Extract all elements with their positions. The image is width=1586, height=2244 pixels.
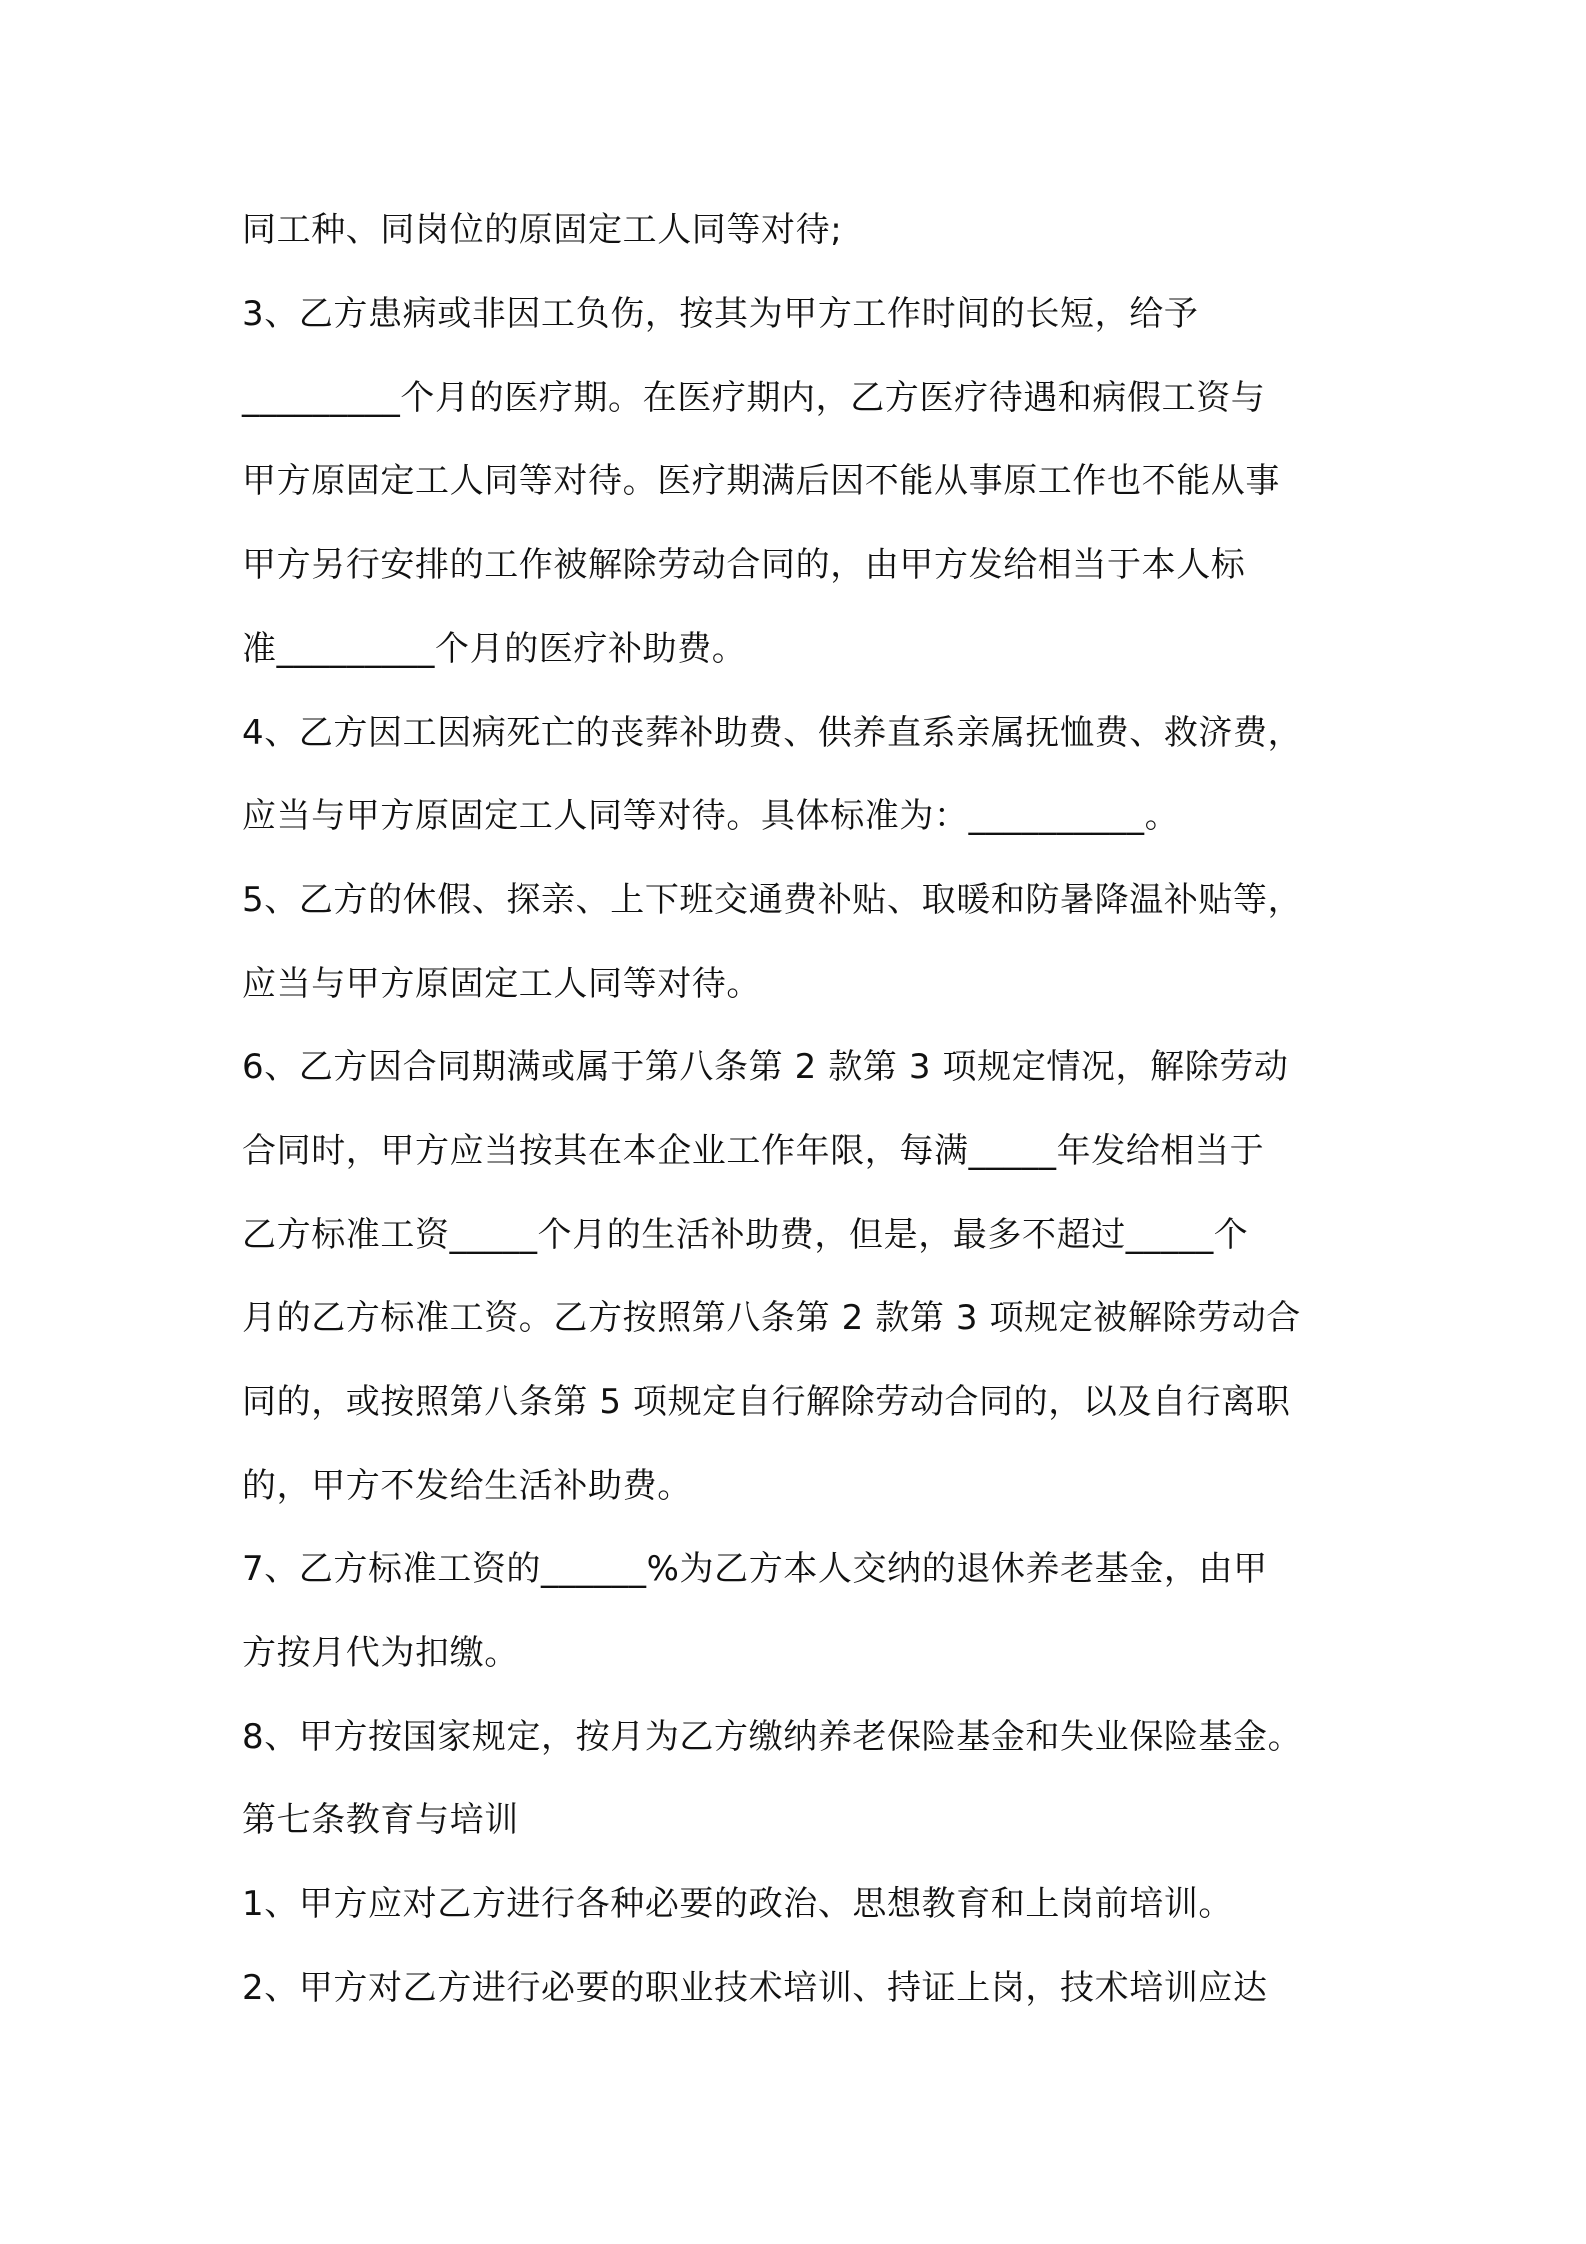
text-line: 5、乙方的休假、探亲、上下班交通费补贴、取暖和防暑降温补贴等， bbox=[242, 880, 1303, 920]
text-line: 6、乙方因合同期满或属于第八条第 2 款第 3 项规定情况，解除劳动 bbox=[242, 1047, 1289, 1087]
text-line: 2、甲方对乙方进行必要的职业技术培训、持证上岗，技术培训应达 bbox=[242, 1968, 1268, 2008]
text-line: 方按月代为扣缴。 bbox=[242, 1633, 519, 1673]
text-line: 准_________个月的医疗补助费。 bbox=[242, 629, 747, 669]
text-line: 的，甲方不发给生活补助费。 bbox=[242, 1466, 692, 1506]
text-line: 甲方另行安排的工作被解除劳动合同的，由甲方发给相当于本人标 bbox=[242, 545, 1246, 585]
text-line: 1、甲方应对乙方进行各种必要的政治、思想教育和上岗前培训。 bbox=[242, 1884, 1234, 1924]
text-line: 同工种、同岗位的原固定工人同等对待; bbox=[242, 210, 843, 250]
text-line: 8、甲方按国家规定，按月为乙方缴纳养老保险基金和失业保险基金。 bbox=[242, 1717, 1303, 1757]
text-line: 应当与甲方原固定工人同等对待。具体标准为：__________。 bbox=[242, 796, 1180, 836]
text-line: 4、乙方因工因病死亡的丧葬补助费、供养直系亲属抚恤费、救济费， bbox=[242, 713, 1303, 753]
text-line: 甲方原固定工人同等对待。医疗期满后因不能从事原工作也不能从事 bbox=[242, 461, 1280, 501]
text-line: 月的乙方标准工资。乙方按照第八条第 2 款第 3 项规定被解除劳动合 bbox=[242, 1298, 1301, 1338]
text-line: 应当与甲方原固定工人同等对待。 bbox=[242, 964, 761, 1004]
text-line: 7、乙方标准工资的______%为乙方本人交纳的退休养老基金，由甲 bbox=[242, 1549, 1268, 1589]
section-heading: 第七条教育与培训 bbox=[242, 1800, 519, 1840]
text-line: _________个月的医疗期。在医疗期内，乙方医疗待遇和病假工资与 bbox=[242, 378, 1266, 418]
text-line: 乙方标准工资_____个月的生活补助费，但是，最多不超过_____个 bbox=[242, 1215, 1249, 1255]
text-line: 同的，或按照第八条第 5 项规定自行解除劳动合同的，以及自行离职 bbox=[242, 1382, 1291, 1422]
text-line: 合同时，甲方应当按其在本企业工作年限，每满_____年发给相当于 bbox=[242, 1131, 1265, 1171]
text-line: 3、乙方患病或非因工负伤，按其为甲方工作时间的长短，给予 bbox=[242, 294, 1199, 334]
